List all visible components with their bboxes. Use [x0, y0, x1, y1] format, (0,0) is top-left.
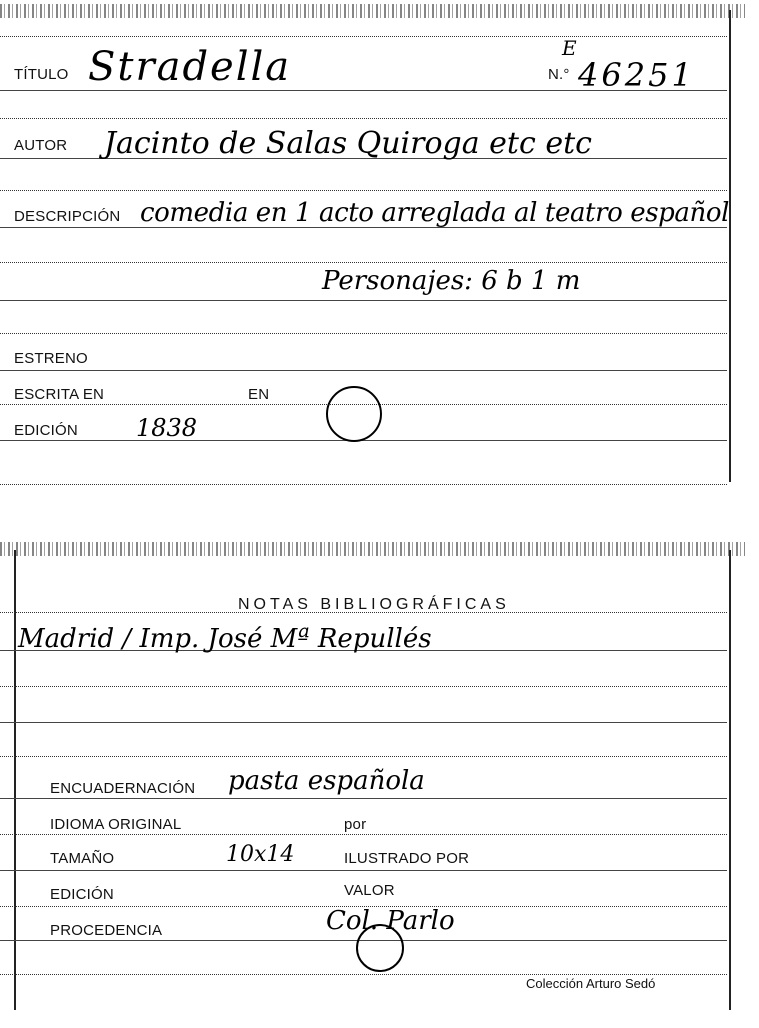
notas-heading: NOTAS BIBLIOGRÁFICAS — [238, 596, 510, 613]
descripcion-label: DESCRIPCIÓN — [14, 208, 121, 225]
ruled-line — [0, 870, 727, 871]
edicion-label: EDICIÓN — [14, 422, 78, 439]
titulo-value: Stradella — [88, 44, 292, 90]
edicion-value: 1838 — [136, 414, 198, 442]
tamano-label: TAMAÑO — [50, 850, 115, 867]
punch-hole-circle — [326, 386, 382, 442]
en-label: EN — [248, 386, 270, 403]
estreno-label: ESTRENO — [14, 350, 88, 367]
card-torn-edge — [0, 4, 745, 18]
card-left-border — [14, 550, 16, 1010]
autor-value: Jacinto de Salas Quiroga etc etc — [104, 126, 592, 161]
ruled-line — [0, 834, 727, 835]
ruled-line — [0, 333, 727, 334]
numero-value: 46251 — [578, 56, 695, 94]
collection-footer: Colección Arturo Sedó — [526, 976, 656, 991]
ruled-line — [0, 484, 727, 485]
tamano-value: 10x14 — [226, 842, 295, 867]
ruled-line — [0, 756, 727, 757]
ilustrado-por-label: ILUSTRADO POR — [344, 850, 470, 867]
numero-prefix: E — [562, 36, 577, 60]
por-label: por — [344, 816, 367, 833]
ruled-line — [0, 36, 727, 37]
punch-hole-circle — [356, 924, 404, 972]
ruled-line — [0, 300, 727, 301]
ruled-line — [0, 722, 727, 723]
catalog-card-front — [0, 0, 745, 492]
edicion-back-label: EDICIÓN — [50, 886, 114, 903]
procedencia-label: PROCEDENCIA — [50, 922, 163, 939]
ruled-line — [0, 370, 727, 371]
numero-label: N.° — [548, 66, 570, 83]
procedencia-value: Col. Parlo — [326, 906, 455, 936]
valor-label: VALOR — [344, 882, 395, 899]
card-right-border — [729, 550, 745, 1010]
encuadernacion-label: ENCUADERNACIÓN — [50, 780, 196, 797]
catalog-card-back — [0, 540, 745, 1020]
titulo-label: TÍTULO — [14, 66, 69, 83]
personajes-value: Personajes: 6 b 1 m — [322, 266, 581, 296]
autor-label: AUTOR — [14, 137, 68, 154]
ruled-line — [0, 974, 727, 975]
notas-value: Madrid / Imp. José Mª Repullés — [18, 624, 432, 654]
card-torn-edge — [0, 542, 745, 556]
ruled-line — [0, 118, 727, 119]
descripcion-value: comedia en 1 acto arreglada al teatro español — [140, 198, 730, 228]
ruled-line — [0, 798, 727, 799]
escrita-en-label: ESCRITA EN — [14, 386, 105, 403]
ruled-line — [0, 190, 727, 191]
idioma-original-label: IDIOMA ORIGINAL — [50, 816, 182, 833]
card-right-border — [729, 10, 745, 482]
encuadernacion-value: pasta española — [228, 766, 425, 796]
ruled-line — [0, 686, 727, 687]
ruled-line — [0, 262, 727, 263]
